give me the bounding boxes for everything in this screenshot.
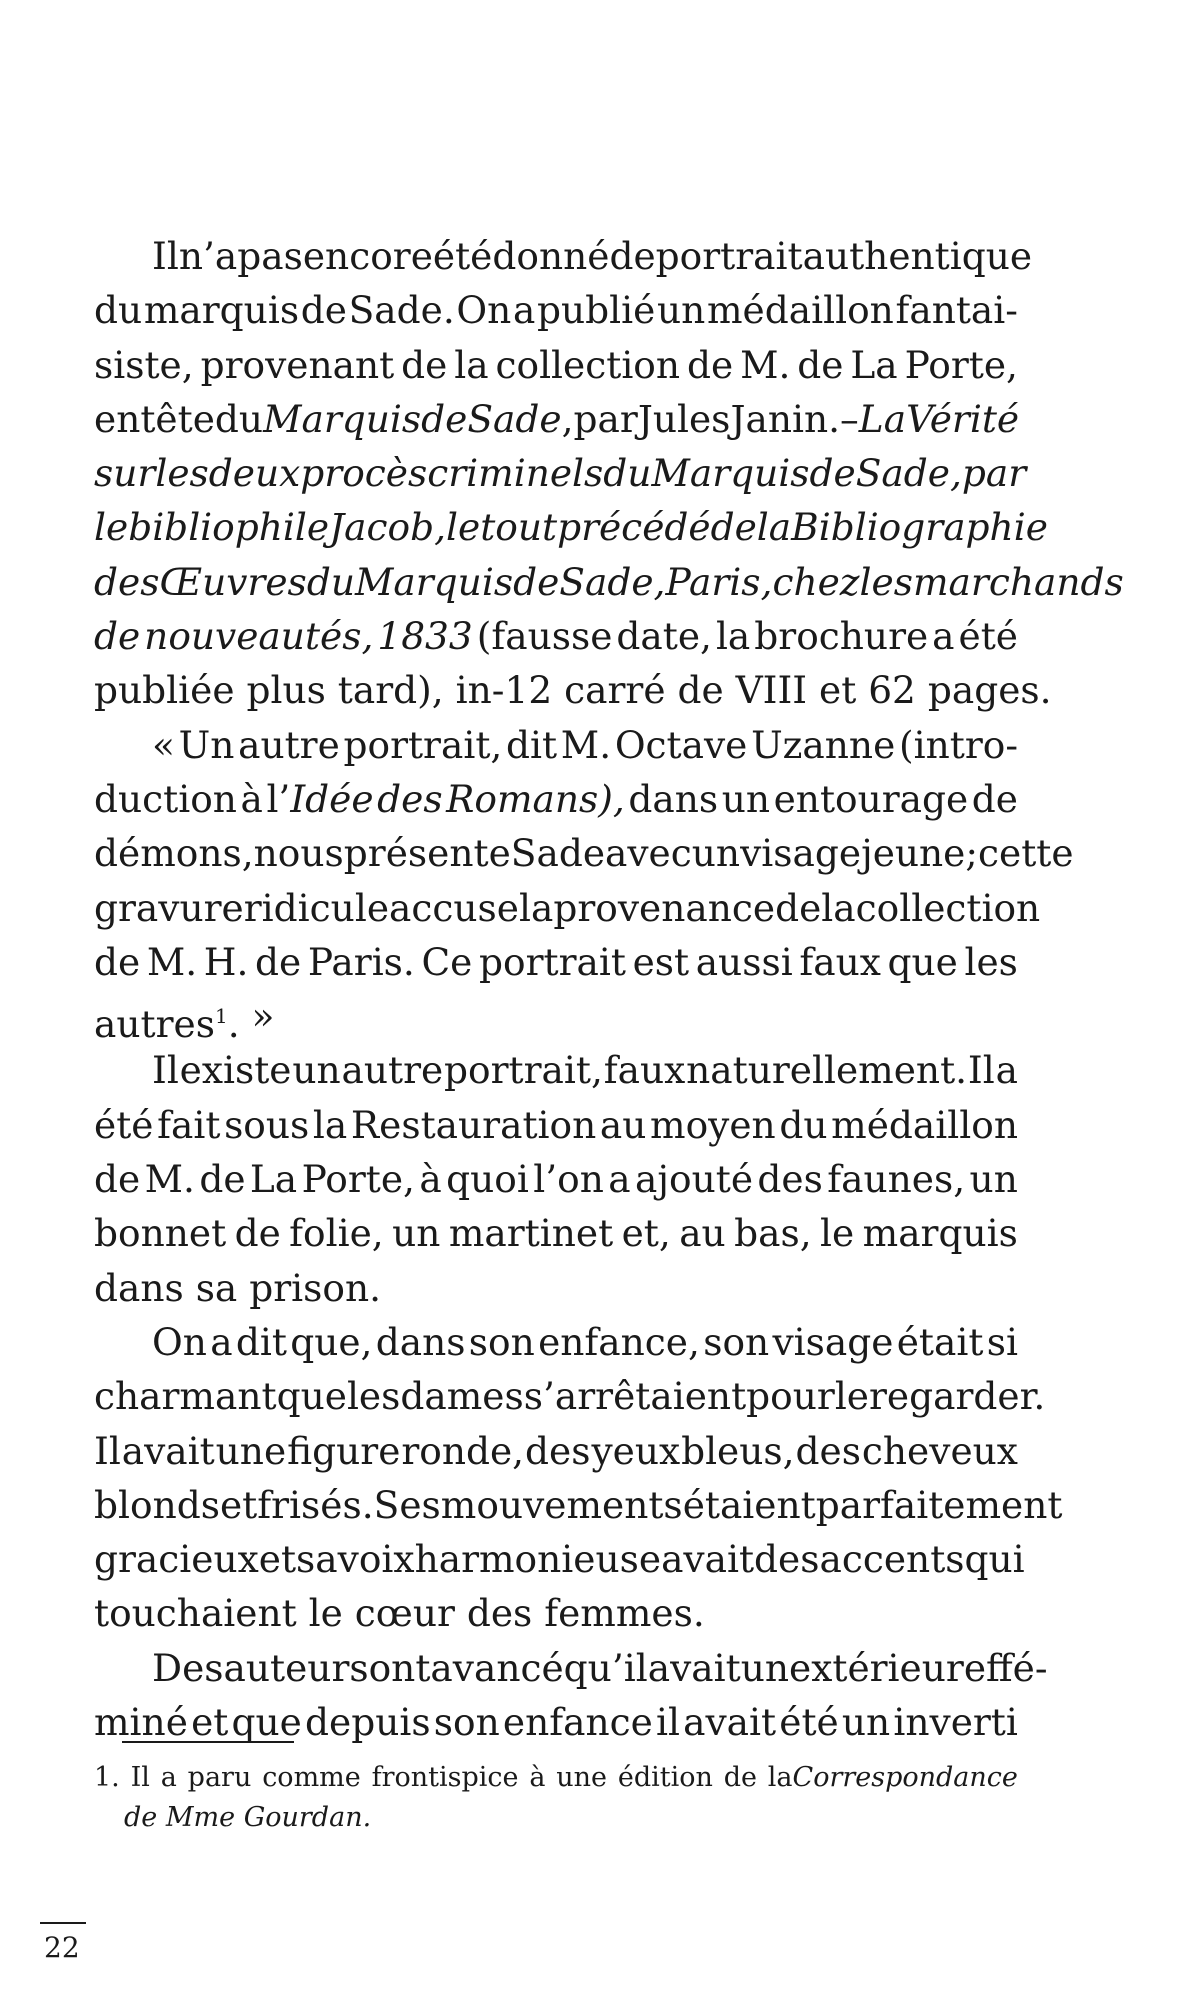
- page-number: 22: [44, 1931, 80, 1964]
- body-line: « Un autre portrait, dit M. Octave Uzanne (intro-: [152, 722, 1018, 767]
- body-line: On a dit que, dans son enfance, son visage était si: [152, 1319, 1018, 1364]
- body-line: siste, provenant de la collection de M. de La Porte,: [94, 342, 1018, 387]
- body-line: publiée plus tard), in-12 carré de VIII et 62 pages.: [94, 668, 1052, 713]
- body-line: des Œuvres du Marquis de Sade, Paris, chez les marchands: [94, 559, 1124, 604]
- body-line: miné et que depuis son enfance il avait été un inverti: [94, 1700, 1018, 1745]
- footnote-separator: [122, 1741, 294, 1743]
- body-line: Il avait une figure ronde, des yeux bleus, des cheveux: [94, 1428, 1018, 1473]
- body-line: sur les deux procès criminels du Marquis de Sade, par: [94, 451, 1027, 496]
- body-line: été fait sous la Restauration au moyen du médaillon: [94, 1102, 1018, 1147]
- body-text: [94, 229, 1124, 1749]
- page-number-rule: [40, 1922, 86, 1924]
- body-line: du marquis de Sade. On a publié un médaillon fantai-: [94, 288, 1018, 333]
- body-line: charmant que les dames s’arrêtaient pour le regarder.: [94, 1374, 1046, 1419]
- footnote-line: de Mme Gourdan.: [124, 1802, 372, 1833]
- body-line: bonnet de folie, un martinet et, au bas, le marquis: [94, 1211, 1018, 1256]
- body-line: démons, nous présente Sade avec un visage jeune ; cette: [94, 831, 1074, 876]
- body-line: Des auteurs ont avancé qu’il avait un extérieur effé-: [152, 1645, 1048, 1690]
- body-line: blonds et frisés. Ses mouvements étaient parfaitement: [94, 1482, 1063, 1527]
- body-line: le bibliophile Jacob, le tout précédé de la Bibliographie: [94, 505, 1048, 550]
- body-line: touchaient le cœur des femmes.: [94, 1591, 705, 1636]
- body-line: gracieux et sa voix harmonieuse avait des accents qui: [94, 1537, 1025, 1582]
- body-line: de nouveautés, 1833 (fausse date, la brochure a été: [94, 614, 1018, 659]
- body-line: de M. H. de Paris. Ce portrait est aussi faux que les: [94, 939, 1018, 984]
- body-line: dans sa prison.: [94, 1265, 382, 1310]
- footnote-line: 1. Il a paru comme frontispice à une édition de laCorrespondance: [94, 1762, 1018, 1793]
- body-line: autres$^1$. »: [94, 994, 275, 1047]
- footnote: [94, 1758, 1018, 1838]
- body-line: duction à l’Idée des Romans), dans un entourage de: [94, 776, 1018, 821]
- body-line: de M. de La Porte, à quoi l’on a ajouté des faunes, un: [94, 1157, 1018, 1202]
- body-line: gravure ridicule accuse la provenance de la collection: [94, 885, 1041, 930]
- body-line: en tête duMarquis de Sade, par Jules Janin. –La Vérité: [94, 396, 1020, 441]
- body-line: Il existe un autre portrait, faux naturellement. Il a: [152, 1048, 1018, 1093]
- body-line: Il n’a pas encore été donné de portrait authentique: [152, 234, 1033, 278]
